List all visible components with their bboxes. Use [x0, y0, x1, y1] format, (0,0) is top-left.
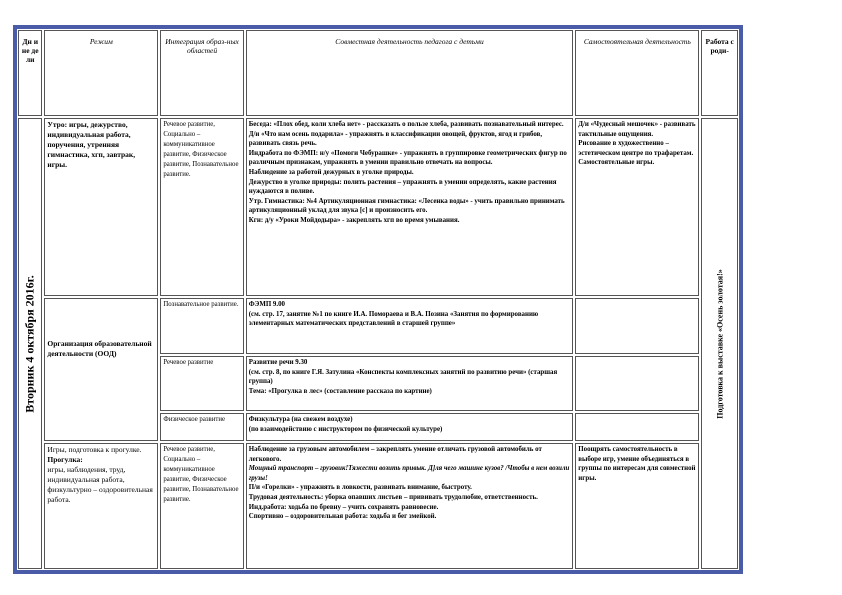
game-line: П/и «Горелки» - упражнять в ловкости, развивать внимание, быстроту.	[248, 484, 472, 492]
independent-line: Рисование в художественно – эстетическом центре по трафаретам. Самостоятельные игры.	[578, 140, 694, 167]
fields-speech: Речевое развитие	[160, 356, 243, 411]
fields-walk: Речевое развитие, Социально – коммуникативное развитие, Физическое развитие, Познавательное развитие.	[160, 443, 243, 569]
content-line: Дежурство в уголке природы: полить растения – упражнять в умении определять, какие растения нуждаются в поливе.	[248, 178, 557, 196]
regime-ood: Организация образовательной деятельности (ООД)	[44, 298, 158, 441]
health-line: Спортивно – оздоровительная работа: ходьба и бег змейкой.	[248, 513, 437, 521]
header-regime: Режим	[44, 30, 158, 116]
riddle: Мощный транспорт – грузовик!Тяжести возить привык. Д]ля чего машине кузов? /Чтобы в нем возили грузы!	[248, 465, 570, 482]
session-body: (по взаимодействию с инструктором по физической культуре)	[248, 425, 443, 433]
labor-rest: : уборка опавших листьев – прививать трудолюбие, ответственность.	[320, 493, 538, 501]
regime-morning: Утро: игры, дежурство, индивидуальная работа, поручения, утренняя гимнастика, хгп, завтрак, игры.	[44, 118, 158, 296]
content-line: Индработа по ФЭМП: н/у «Помоги Чебурашке» - упражнять в группировке геометрических фигур по различным признакам, упражнять в умении правильно отвечать на вопросы.	[248, 149, 567, 167]
date-label: Вторник 4 октября 2016г.	[22, 274, 37, 413]
project-cell	[701, 118, 738, 569]
header-family: Работа с роди-	[701, 30, 738, 116]
session-title: Физкультура (на свежем воздухе)	[248, 416, 353, 423]
regime-walk-intro: Игры, подготовка к прогулке.	[47, 445, 142, 454]
session-title: ФЭМП 9.00	[248, 301, 285, 308]
independent-pe	[575, 413, 699, 441]
session-body: (см. стр. 8, по книге Г.Я. Затулина «Конспекты комплексных занятий по развитию речи» (старшая группа)	[248, 368, 558, 386]
daily-plan-table	[16, 28, 740, 571]
content-morning	[246, 118, 574, 296]
regime-walk-rest: игры, наблюдения, труд, индивидуальная работа, физкультурно – оздоровительная работа.	[47, 465, 153, 504]
fields-pe: Физическое развитие	[160, 413, 243, 441]
content-pe	[246, 413, 574, 441]
independent-walk: Поощрять самостоятельность в выборе игр, умение объединяться в группы по интересам для совместной игры.	[575, 443, 699, 569]
fields-morning: Речевое развитие, Социально – коммуникативное развитие, Физическое развитие, Познавательное развитие.	[160, 118, 243, 296]
row-walk	[18, 443, 738, 569]
observe-rest: – закреплять умение отличать грузовой автомобиль от легкового.	[248, 446, 542, 463]
session-body: (см. стр. 17, занятие №1 по книге И.А. Помораева и В.А. Позина «Занятия по формированию элементарных математических представлений в старшей группе»	[248, 310, 539, 328]
regime-walk	[44, 443, 158, 569]
content-line: Беседа: «Плох обед, коли хлеба нет» - рассказать о пользе хлеба, развивать познавательный интерес.	[248, 121, 564, 128]
header-independent: Самостоятельная деятельность	[575, 30, 699, 116]
independent-fems	[575, 298, 699, 354]
content-line: Утр. Гимнастика: №4 Артикуляционная гимнастика: «Лесенка воды» - учить правильно принимать артикуляционный уклад для звука [с] и произносить его.	[248, 197, 565, 215]
independent-line: Д/и «Чудесный мешочек» - развивать тактильные ощущения.	[578, 121, 696, 138]
session-theme: Тема: «Прогулка в лес» (составление рассказа по картине)	[248, 387, 432, 395]
row-ood-fems	[18, 298, 738, 354]
header-fields: Интеграция образ-ных областей	[160, 30, 243, 116]
session-title: Развитие речи 9.30	[248, 359, 308, 366]
header-row	[18, 30, 738, 116]
independent-morning	[575, 118, 699, 296]
content-line: Кгн: д/у «Уроки Мойдодыра» - закреплять хгп во время умывания.	[248, 216, 460, 224]
regime-walk-bold: Прогулка:	[47, 455, 83, 464]
indiv-line: Инд.работа: ходьба по бревну – учить сохранять равновесие.	[248, 503, 439, 511]
header-joint: Совместная деятельность педагога с детьми	[246, 30, 574, 116]
content-fems	[246, 298, 574, 354]
project-label: Подготовка к выставке «Осень золотая!»	[715, 268, 725, 419]
content-line: Д/и «Что нам осень подарила» - упражнять в классификации овощей, фруктов, ягод и грибов, развивать связь речь.	[248, 130, 543, 148]
content-walk	[246, 443, 574, 569]
plan-sheet	[13, 25, 743, 574]
header-day: Дн и не де ли	[18, 30, 42, 116]
content-speech	[246, 356, 574, 411]
labor-bold: Трудовая деятельность	[248, 493, 321, 501]
fields-fems: Познавательное развитие.	[160, 298, 243, 354]
date-cell	[18, 118, 42, 569]
observe-bold: Наблюдение за грузовым автомобилем	[248, 446, 370, 453]
content-line: Наблюдение за работой дежурных в уголке природы.	[248, 168, 414, 176]
row-morning	[18, 118, 738, 296]
independent-speech	[575, 356, 699, 411]
